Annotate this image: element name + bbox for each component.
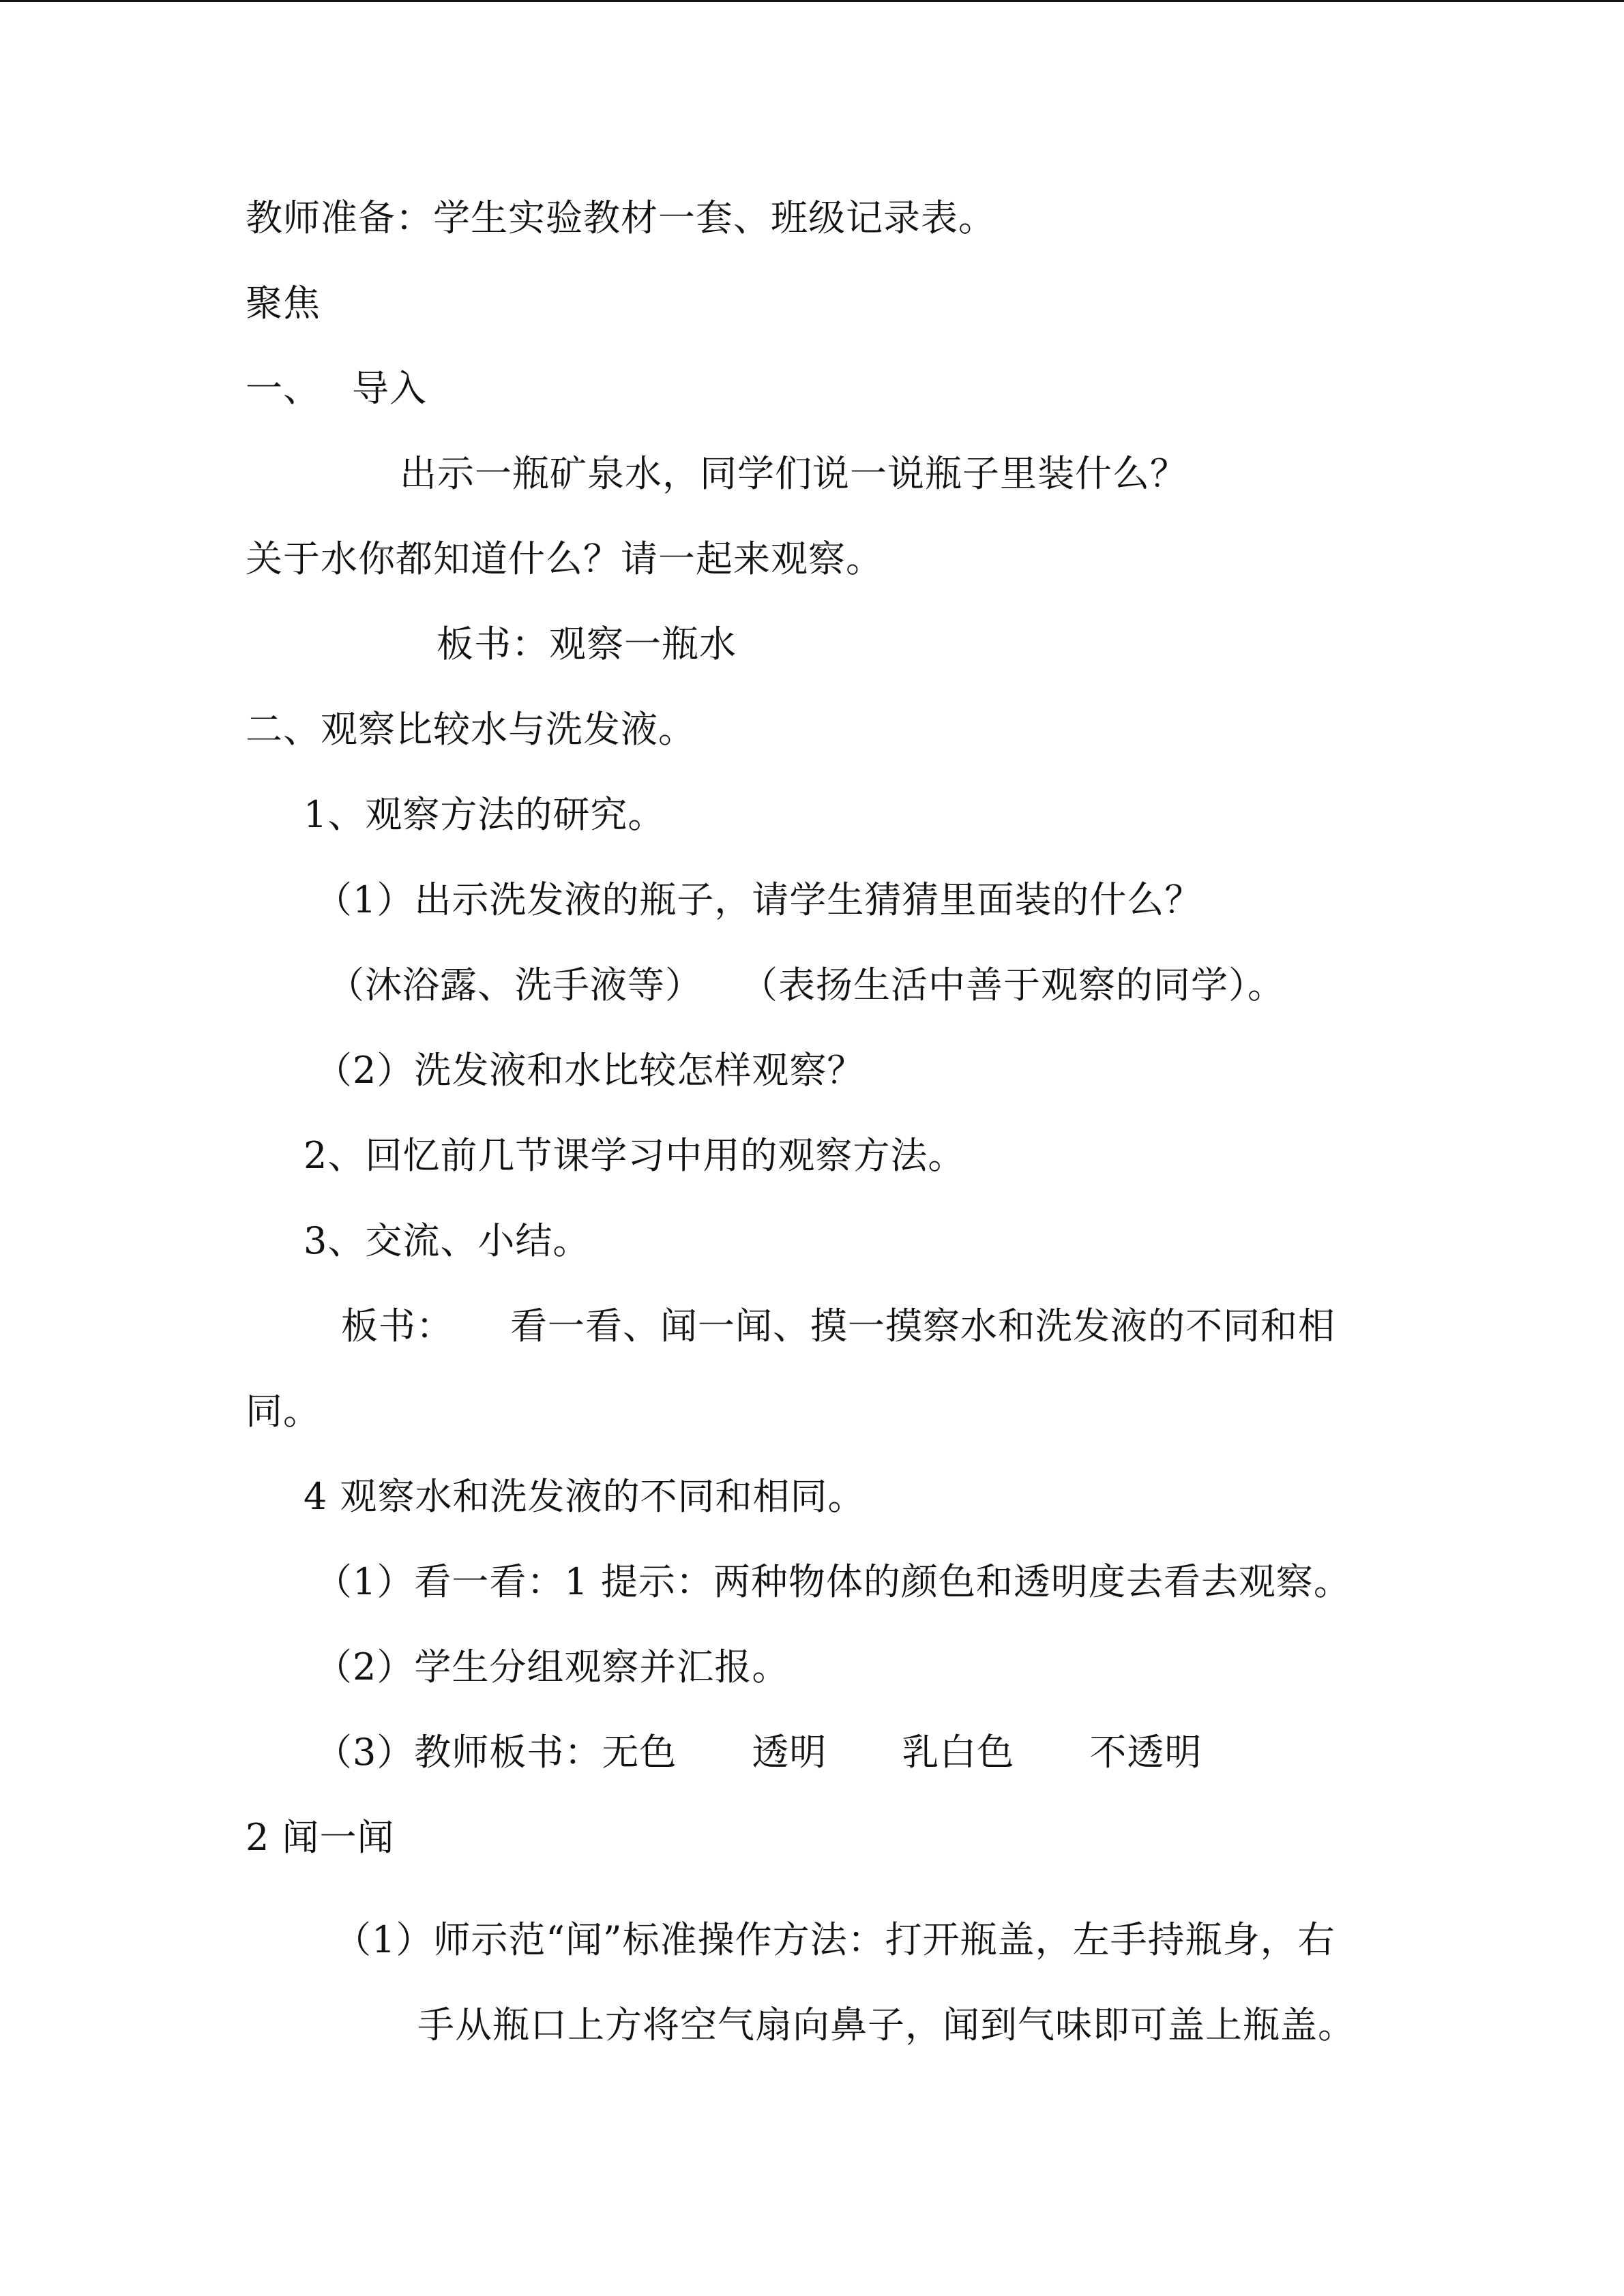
body-text-line: （1）看一看：1 提示：两种物体的颜色和透明度去看去观察。 bbox=[315, 1560, 1351, 1603]
body-text-line: 关于水你都知道什么？请一起来观察。 bbox=[246, 537, 883, 580]
section-two-heading: 二、观察比较水与洗发液。 bbox=[246, 708, 696, 751]
section-one-heading: 一、 导入 bbox=[246, 367, 428, 410]
subsection-heading: 4 观察水和洗发液的不同和相同。 bbox=[304, 1475, 866, 1518]
body-text-line: 出示一瓶矿泉水，同学们说一说瓶子里装什么？ bbox=[400, 452, 1187, 495]
body-text-line: （1）师示范“闻”标准操作方法：打开瓶盖，左手持瓶身，右 bbox=[334, 1918, 1335, 1961]
subsection-heading: 3、交流、小结。 bbox=[304, 1219, 591, 1262]
body-text-line: （2）洗发液和水比较怎样观察？ bbox=[315, 1049, 865, 1092]
subsection-heading: 1、观察方法的研究。 bbox=[304, 793, 666, 836]
body-text-line: （1）出示洗发液的瓶子，请学生猜猜里面装的什么？ bbox=[315, 878, 1202, 921]
blackboard-note-line: 板书：观察一瓶水 bbox=[437, 623, 737, 666]
blackboard-note-line: 板书： 看一看、闻一闻、摸一摸察水和洗发液的不同和相 bbox=[341, 1304, 1335, 1347]
section-focus-heading: 聚焦 bbox=[246, 282, 321, 325]
body-text-line: 同。 bbox=[246, 1390, 321, 1433]
blackboard-note-line: （3）教师板书：无色 透明 乳白色 不透明 bbox=[315, 1731, 1202, 1774]
subsection-heading: 2 闻一闻 bbox=[246, 1816, 395, 1859]
body-text-line: （2）学生分组观察并汇报。 bbox=[315, 1645, 790, 1688]
subsection-heading: 2、回忆前几节课学习中用的观察方法。 bbox=[304, 1134, 966, 1177]
body-text-line: 手从瓶口上方将空气扇向鼻子，闻到气味即可盖上瓶盖。 bbox=[417, 2003, 1355, 2046]
teacher-preparation-line: 教师准备：学生实验教材一套、班级记录表。 bbox=[246, 196, 996, 239]
page-top-border bbox=[0, 0, 1624, 2]
body-text-line: （沐浴露、洗手液等） （表扬生活中善于观察的同学）。 bbox=[327, 964, 1285, 1007]
